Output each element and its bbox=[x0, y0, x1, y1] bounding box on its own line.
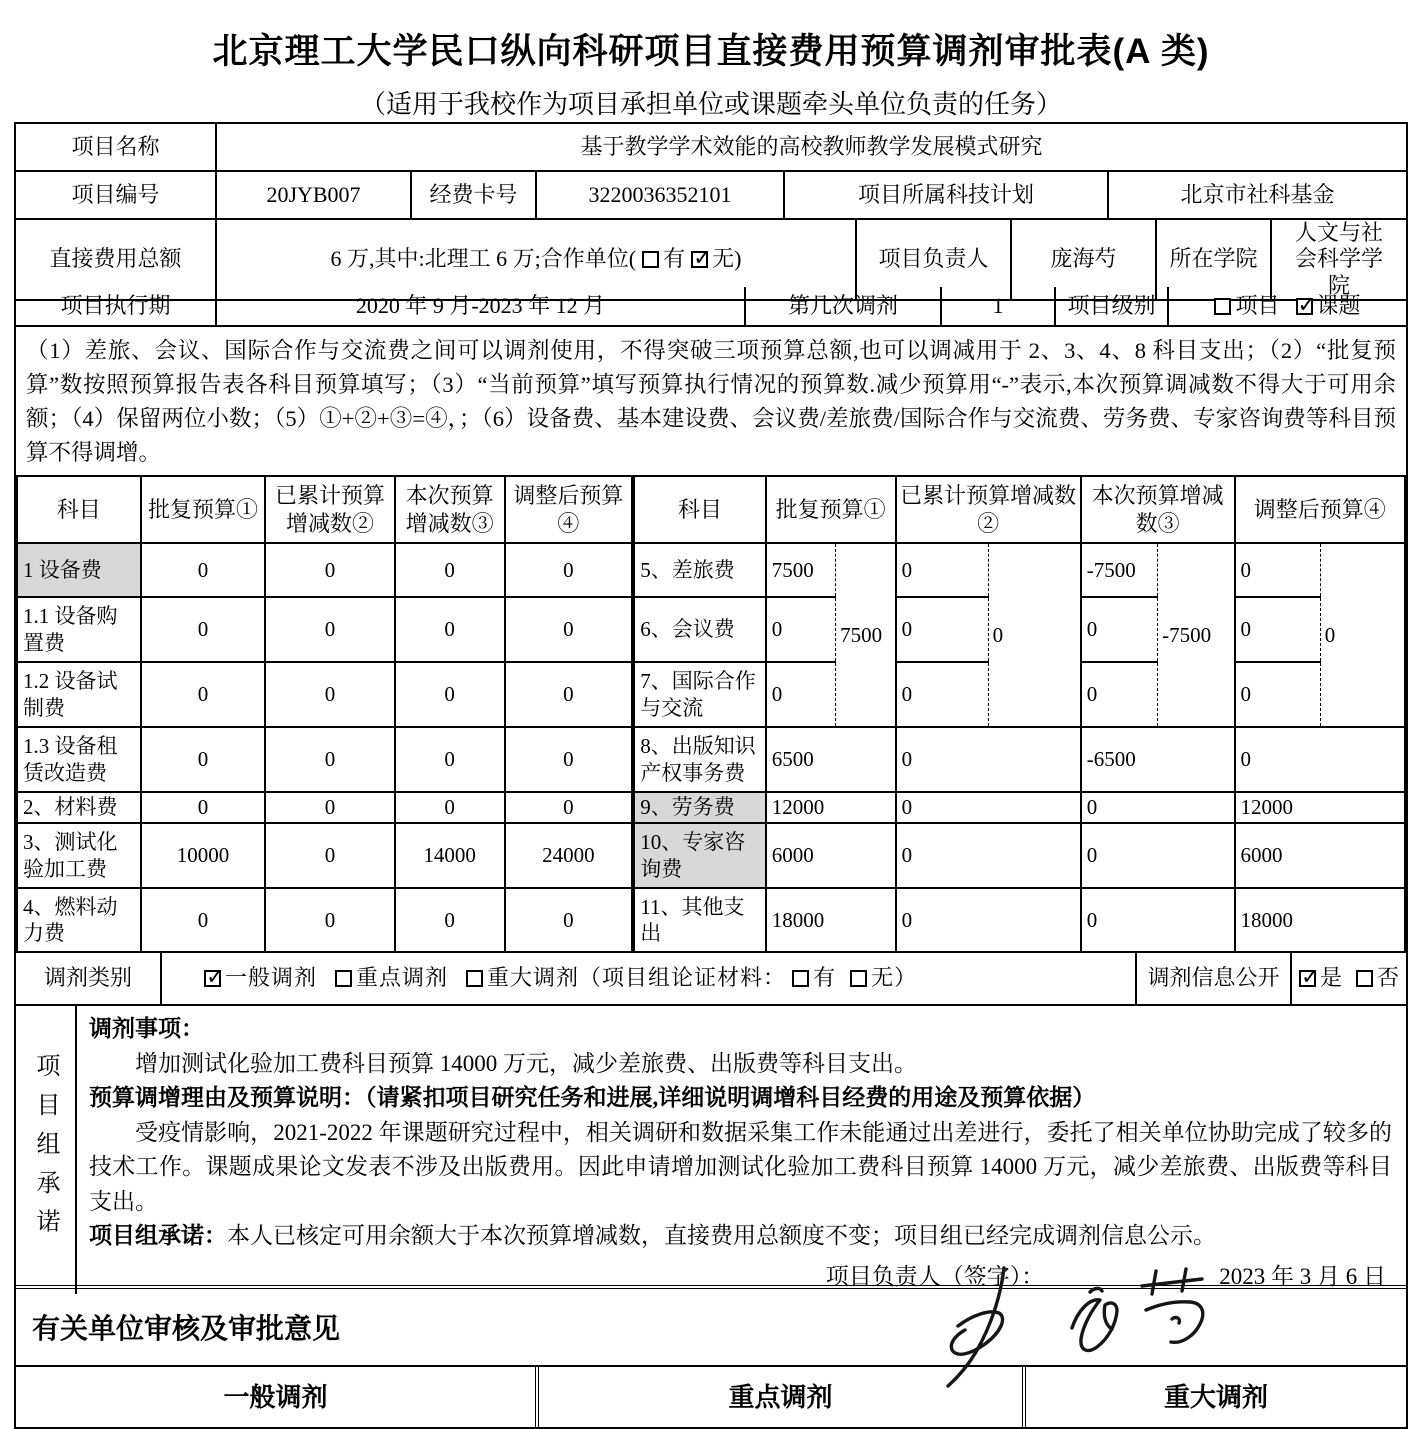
budget-cell: 0 bbox=[1235, 597, 1321, 662]
period-label: 项目执行期 bbox=[16, 287, 217, 327]
budget-subject: 11、其他支出 bbox=[634, 888, 766, 952]
budget-cell: 6000 bbox=[1235, 823, 1405, 888]
budget-cell: 0 bbox=[505, 792, 633, 823]
budget-cell: 0 bbox=[395, 662, 505, 727]
budget-cell: 0 bbox=[1081, 792, 1235, 823]
project-name-label: 项目名称 bbox=[16, 124, 217, 172]
budget-cell: 12000 bbox=[766, 792, 896, 823]
budget-cell: 0 bbox=[395, 727, 505, 792]
budget-cell: 0 bbox=[395, 792, 505, 823]
budget-cell: 6000 bbox=[766, 823, 896, 888]
budget-cell: 0 bbox=[395, 597, 505, 662]
direct-total-text: 6 万,其中:北理工 6 万;合作单位( bbox=[330, 246, 637, 272]
major-adjust-checkbox bbox=[466, 970, 483, 987]
budget-cell: 0 bbox=[896, 662, 989, 727]
budget-cell: 0 bbox=[1081, 888, 1235, 952]
budget-row-equipment-rental bbox=[17, 727, 632, 792]
col-header-accumulated: 已累计预算增减数② bbox=[265, 476, 395, 543]
level-project-label: 项目 bbox=[1235, 292, 1280, 318]
coop-no-label: 无 bbox=[712, 246, 735, 272]
public-options bbox=[1292, 953, 1406, 1006]
budget-cell: 0 bbox=[265, 597, 395, 662]
school-name: 人文与社会科学学院 bbox=[1272, 220, 1406, 301]
budget-cell: 0 bbox=[395, 888, 505, 952]
budget-subject: 2、材料费 bbox=[17, 792, 141, 823]
pi-label: 项目负责人 bbox=[857, 220, 1012, 301]
budget-merged-cell: 0 bbox=[988, 543, 1081, 727]
budget-cell: -7500 bbox=[1081, 543, 1158, 597]
promise-text: 本人已核定可用余额大于本次预算增减数，直接费用总额度不变；项目组已经完成调剂信息公示。 bbox=[227, 1223, 1216, 1248]
budget-row-equipment-purchase bbox=[17, 597, 632, 662]
budget-row-consulting bbox=[634, 823, 1405, 888]
budget-row-equipment bbox=[17, 543, 632, 597]
form-table bbox=[14, 122, 1408, 1429]
budget-cell: 0 bbox=[141, 543, 266, 597]
approval-col-general: 一般调剂 bbox=[223, 1382, 328, 1412]
fund-card-label: 经费卡号 bbox=[412, 172, 537, 220]
approval-columns bbox=[16, 1367, 1406, 1427]
budget-cell: 0 bbox=[265, 727, 395, 792]
budget-cell: 0 bbox=[265, 823, 395, 888]
budget-cell: 0 bbox=[141, 792, 266, 823]
budget-cell: 0 bbox=[141, 727, 266, 792]
public-yes-label: 是 bbox=[1319, 965, 1342, 991]
category-options bbox=[162, 953, 1137, 1006]
direct-total-label: 直接费用总额 bbox=[16, 220, 217, 301]
page-title: 北京理工大学民口纵向科研项目直接费用预算调剂审批表(A 类) bbox=[212, 32, 1210, 71]
times-label: 第几次调剂 bbox=[746, 287, 942, 327]
page-subtitle: （适用于我校作为项目承担单位或课题牵头单位负责的任务） bbox=[359, 90, 1062, 119]
budget-subject: 9、劳务费 bbox=[634, 792, 766, 823]
adjust-item-text: 增加测试化验加工费科目预算 14000 万元，减少差旅费、出版费等科目支出。 bbox=[135, 1050, 917, 1076]
budget-table-right bbox=[633, 475, 1406, 953]
sign-date: 2023 年 3 月 6 日 bbox=[1219, 1263, 1386, 1289]
project-name-value: 基于教学学术效能的高校教师教学发展模式研究 bbox=[217, 124, 1406, 172]
budget-cell: 0 bbox=[1235, 543, 1321, 597]
budget-cell: 0 bbox=[896, 888, 1081, 952]
budget-cell: 0 bbox=[505, 727, 633, 792]
promise-line bbox=[89, 1219, 1392, 1254]
budget-cell: 0 bbox=[265, 888, 395, 952]
budget-cell: 18000 bbox=[766, 888, 896, 952]
coop-yes-checkbox bbox=[642, 251, 659, 268]
public-no-checkbox bbox=[1356, 970, 1373, 987]
budget-cell: 24000 bbox=[505, 823, 633, 888]
budget-cell: 0 bbox=[505, 662, 633, 727]
coop-yes-label: 有 bbox=[663, 246, 686, 272]
material-suffix: ） bbox=[894, 965, 918, 991]
budget-subject: 8、出版知识产权事务费 bbox=[634, 727, 766, 792]
budget-cell: 18000 bbox=[1235, 888, 1405, 952]
budget-cell: 0 bbox=[141, 662, 266, 727]
budget-cell: 10000 bbox=[141, 823, 266, 888]
category-label: 调剂类别 bbox=[16, 953, 162, 1006]
approval-title: 有关单位审核及审批意见 bbox=[16, 1289, 1406, 1367]
school-label: 所在学院 bbox=[1157, 220, 1272, 301]
budget-cell: 0 bbox=[265, 662, 395, 727]
budget-cell: 7500 bbox=[766, 543, 836, 597]
level-label: 项目级别 bbox=[1056, 287, 1169, 327]
direct-total-suffix: ) bbox=[734, 246, 742, 272]
col-header-approved: 批复预算① bbox=[141, 476, 266, 543]
budget-cell: 0 bbox=[896, 597, 989, 662]
budget-merged-cell: 7500 bbox=[836, 543, 896, 727]
budget-subject: 7、国际合作与交流 bbox=[634, 662, 766, 727]
budget-cell: 0 bbox=[1081, 597, 1158, 662]
project-no-value: 20JYB007 bbox=[217, 172, 412, 220]
program-label: 项目所属科技计划 bbox=[785, 172, 1109, 220]
budget-subject: 10、专家咨询费 bbox=[634, 823, 766, 888]
budget-cell: 0 bbox=[395, 543, 505, 597]
budget-row-equipment-trial bbox=[17, 662, 632, 727]
general-adjust-label: 一般调剂 bbox=[225, 965, 318, 991]
row-period bbox=[16, 287, 1406, 327]
row-project-number bbox=[16, 172, 1406, 220]
budget-cell: 0 bbox=[265, 543, 395, 597]
budget-row-travel bbox=[634, 543, 1405, 597]
row-direct-total bbox=[16, 220, 1406, 298]
budget-table-left bbox=[16, 475, 633, 953]
budget-row-labor bbox=[634, 792, 1405, 823]
budget-row-publication bbox=[634, 727, 1405, 792]
budget-cell: 0 bbox=[896, 727, 1081, 792]
approval-col-major: 重大调剂 bbox=[1022, 1367, 1406, 1427]
material-yes-label: 有 bbox=[813, 965, 837, 991]
coop-no-checkbox bbox=[691, 251, 708, 268]
budget-cell: 6500 bbox=[766, 727, 896, 792]
budget-row-materials bbox=[17, 792, 632, 823]
col-header-subject: 科目 bbox=[634, 476, 766, 543]
promise-title: 项目组承诺： bbox=[89, 1223, 227, 1248]
commitment-body bbox=[77, 1006, 1406, 1294]
public-label: 调剂信息公开 bbox=[1137, 953, 1292, 1006]
major-adjust-label: 重大调剂 bbox=[487, 965, 580, 991]
material-no-label: 无 bbox=[871, 965, 895, 991]
budget-row-fuel bbox=[17, 888, 632, 952]
budget-merged-cell: 0 bbox=[1320, 543, 1405, 727]
budget-cell: 0 bbox=[896, 792, 1081, 823]
budget-cell: 14000 bbox=[395, 823, 505, 888]
sign-label: 项目负责人（签字）： bbox=[825, 1263, 1045, 1289]
approval-section bbox=[16, 1285, 1406, 1427]
approval-col-key: 重点调剂 bbox=[535, 1367, 1022, 1427]
budget-cell: 0 bbox=[505, 543, 633, 597]
budget-subject: 3、测试化验加工费 bbox=[17, 823, 141, 888]
sign-row bbox=[89, 1260, 1392, 1295]
budget-cell: 0 bbox=[141, 888, 266, 952]
budget-cell: 0 bbox=[766, 662, 836, 727]
col-header-adjusted: 调整后预算④ bbox=[505, 476, 633, 543]
col-header-subject: 科目 bbox=[17, 476, 141, 543]
adjust-item-title: 调剂事项： bbox=[89, 1016, 204, 1041]
budget-subject: 5、差旅费 bbox=[634, 543, 766, 597]
reason-title: 预算调增理由及预算说明：（请紧扣项目研究任务和进展,详细说明调增科目经费的用途及预算依据） bbox=[89, 1085, 1096, 1110]
level-options bbox=[1169, 287, 1406, 327]
col-header-adjusted: 调整后预算④ bbox=[1235, 476, 1405, 543]
budget-subject: 4、燃料动力费 bbox=[17, 888, 141, 952]
budget-cell: 0 bbox=[505, 597, 633, 662]
public-no-label: 否 bbox=[1377, 965, 1400, 991]
budget-cell: 0 bbox=[1235, 727, 1405, 792]
project-no-label: 项目编号 bbox=[16, 172, 217, 220]
material-yes-checkbox bbox=[792, 970, 809, 987]
commitment-side-label: 项目组承诺 bbox=[16, 1006, 77, 1294]
budget-cell: -6500 bbox=[1081, 727, 1235, 792]
budget-row-other bbox=[634, 888, 1405, 952]
col-header-current: 本次预算增减数③ bbox=[395, 476, 505, 543]
program-value: 北京市社科基金 bbox=[1109, 172, 1406, 220]
budget-subject: 1 设备费 bbox=[17, 543, 141, 597]
material-no-checkbox bbox=[850, 970, 867, 987]
budget-merged-cell: -7500 bbox=[1158, 543, 1235, 727]
budget-subject: 1.2 设备试制费 bbox=[17, 662, 141, 727]
period-value: 2020 年 9 月-2023 年 12 月 bbox=[217, 287, 746, 327]
col-header-current: 本次预算增减数③ bbox=[1081, 476, 1235, 543]
level-topic-checkbox bbox=[1296, 298, 1313, 315]
budget-cell: 0 bbox=[766, 597, 836, 662]
budget-row-testing bbox=[17, 823, 632, 888]
budget-cell: 0 bbox=[1235, 662, 1321, 727]
key-adjust-checkbox bbox=[335, 970, 352, 987]
notes-paragraph: （1）差旅、会议、国际合作与交流费之间可以调剂使用，不得突破三项预算总额,也可以调减用于 2、3、4、8 科目支出；（2）“批复预算”数按照预算报告表各科目预算填写；（3）“当前预算”填写预算执行情况的预算数.减少预算用“-”表示,本次预算调减数不得大于可用余额；（4）保留两位小数；（5）①+②+③=④，；（6）设备费、基本建设费、会议费/差旅费/国际合作与交流费、劳务费、专家咨询费等科目预算不得调增。 bbox=[26, 338, 1396, 465]
fund-card-value: 3220036352101 bbox=[537, 172, 785, 220]
budget-subject: 1.3 设备租赁改造费 bbox=[17, 727, 141, 792]
public-yes-checkbox bbox=[1299, 970, 1316, 987]
row-commitment bbox=[16, 1006, 1406, 1289]
budget-cell: 0 bbox=[896, 823, 1081, 888]
general-adjust-checkbox bbox=[204, 970, 221, 987]
budget-subject: 6、会议费 bbox=[634, 597, 766, 662]
budget-cell: 0 bbox=[265, 792, 395, 823]
budget-cell: 0 bbox=[505, 888, 633, 952]
reason-text: 受疫情影响，2021-2022 年课题研究过程中，相关调研和数据采集工作未能通过出差进行，委托了相关单位协助完成了较多的技术工作。课题成果论文发表不涉及出版费用。因此申请增加测试化验加工费科目预算 14000 万元，减少差旅费、出版费等科目支出。 bbox=[89, 1119, 1392, 1214]
budget-tables bbox=[16, 475, 1406, 953]
level-topic-label: 课题 bbox=[1316, 292, 1361, 318]
material-prefix: （项目组论证材料： bbox=[579, 965, 787, 991]
row-adjust-category bbox=[16, 953, 1406, 1006]
budget-cell: 0 bbox=[896, 543, 989, 597]
level-project-checkbox bbox=[1214, 298, 1231, 315]
pi-name: 庞海芍 bbox=[1012, 220, 1157, 301]
col-header-accumulated: 已累计预算增减数② bbox=[896, 476, 1081, 543]
key-adjust-label: 重点调剂 bbox=[356, 965, 449, 991]
budget-cell: 0 bbox=[141, 597, 266, 662]
times-value: 1 bbox=[942, 287, 1056, 327]
budget-cell: 0 bbox=[1081, 662, 1158, 727]
budget-subject: 1.1 设备购置费 bbox=[17, 597, 141, 662]
budget-cell: 0 bbox=[1081, 823, 1235, 888]
row-project-name bbox=[16, 124, 1406, 172]
col-header-approved: 批复预算① bbox=[766, 476, 896, 543]
budget-cell: 12000 bbox=[1235, 792, 1405, 823]
